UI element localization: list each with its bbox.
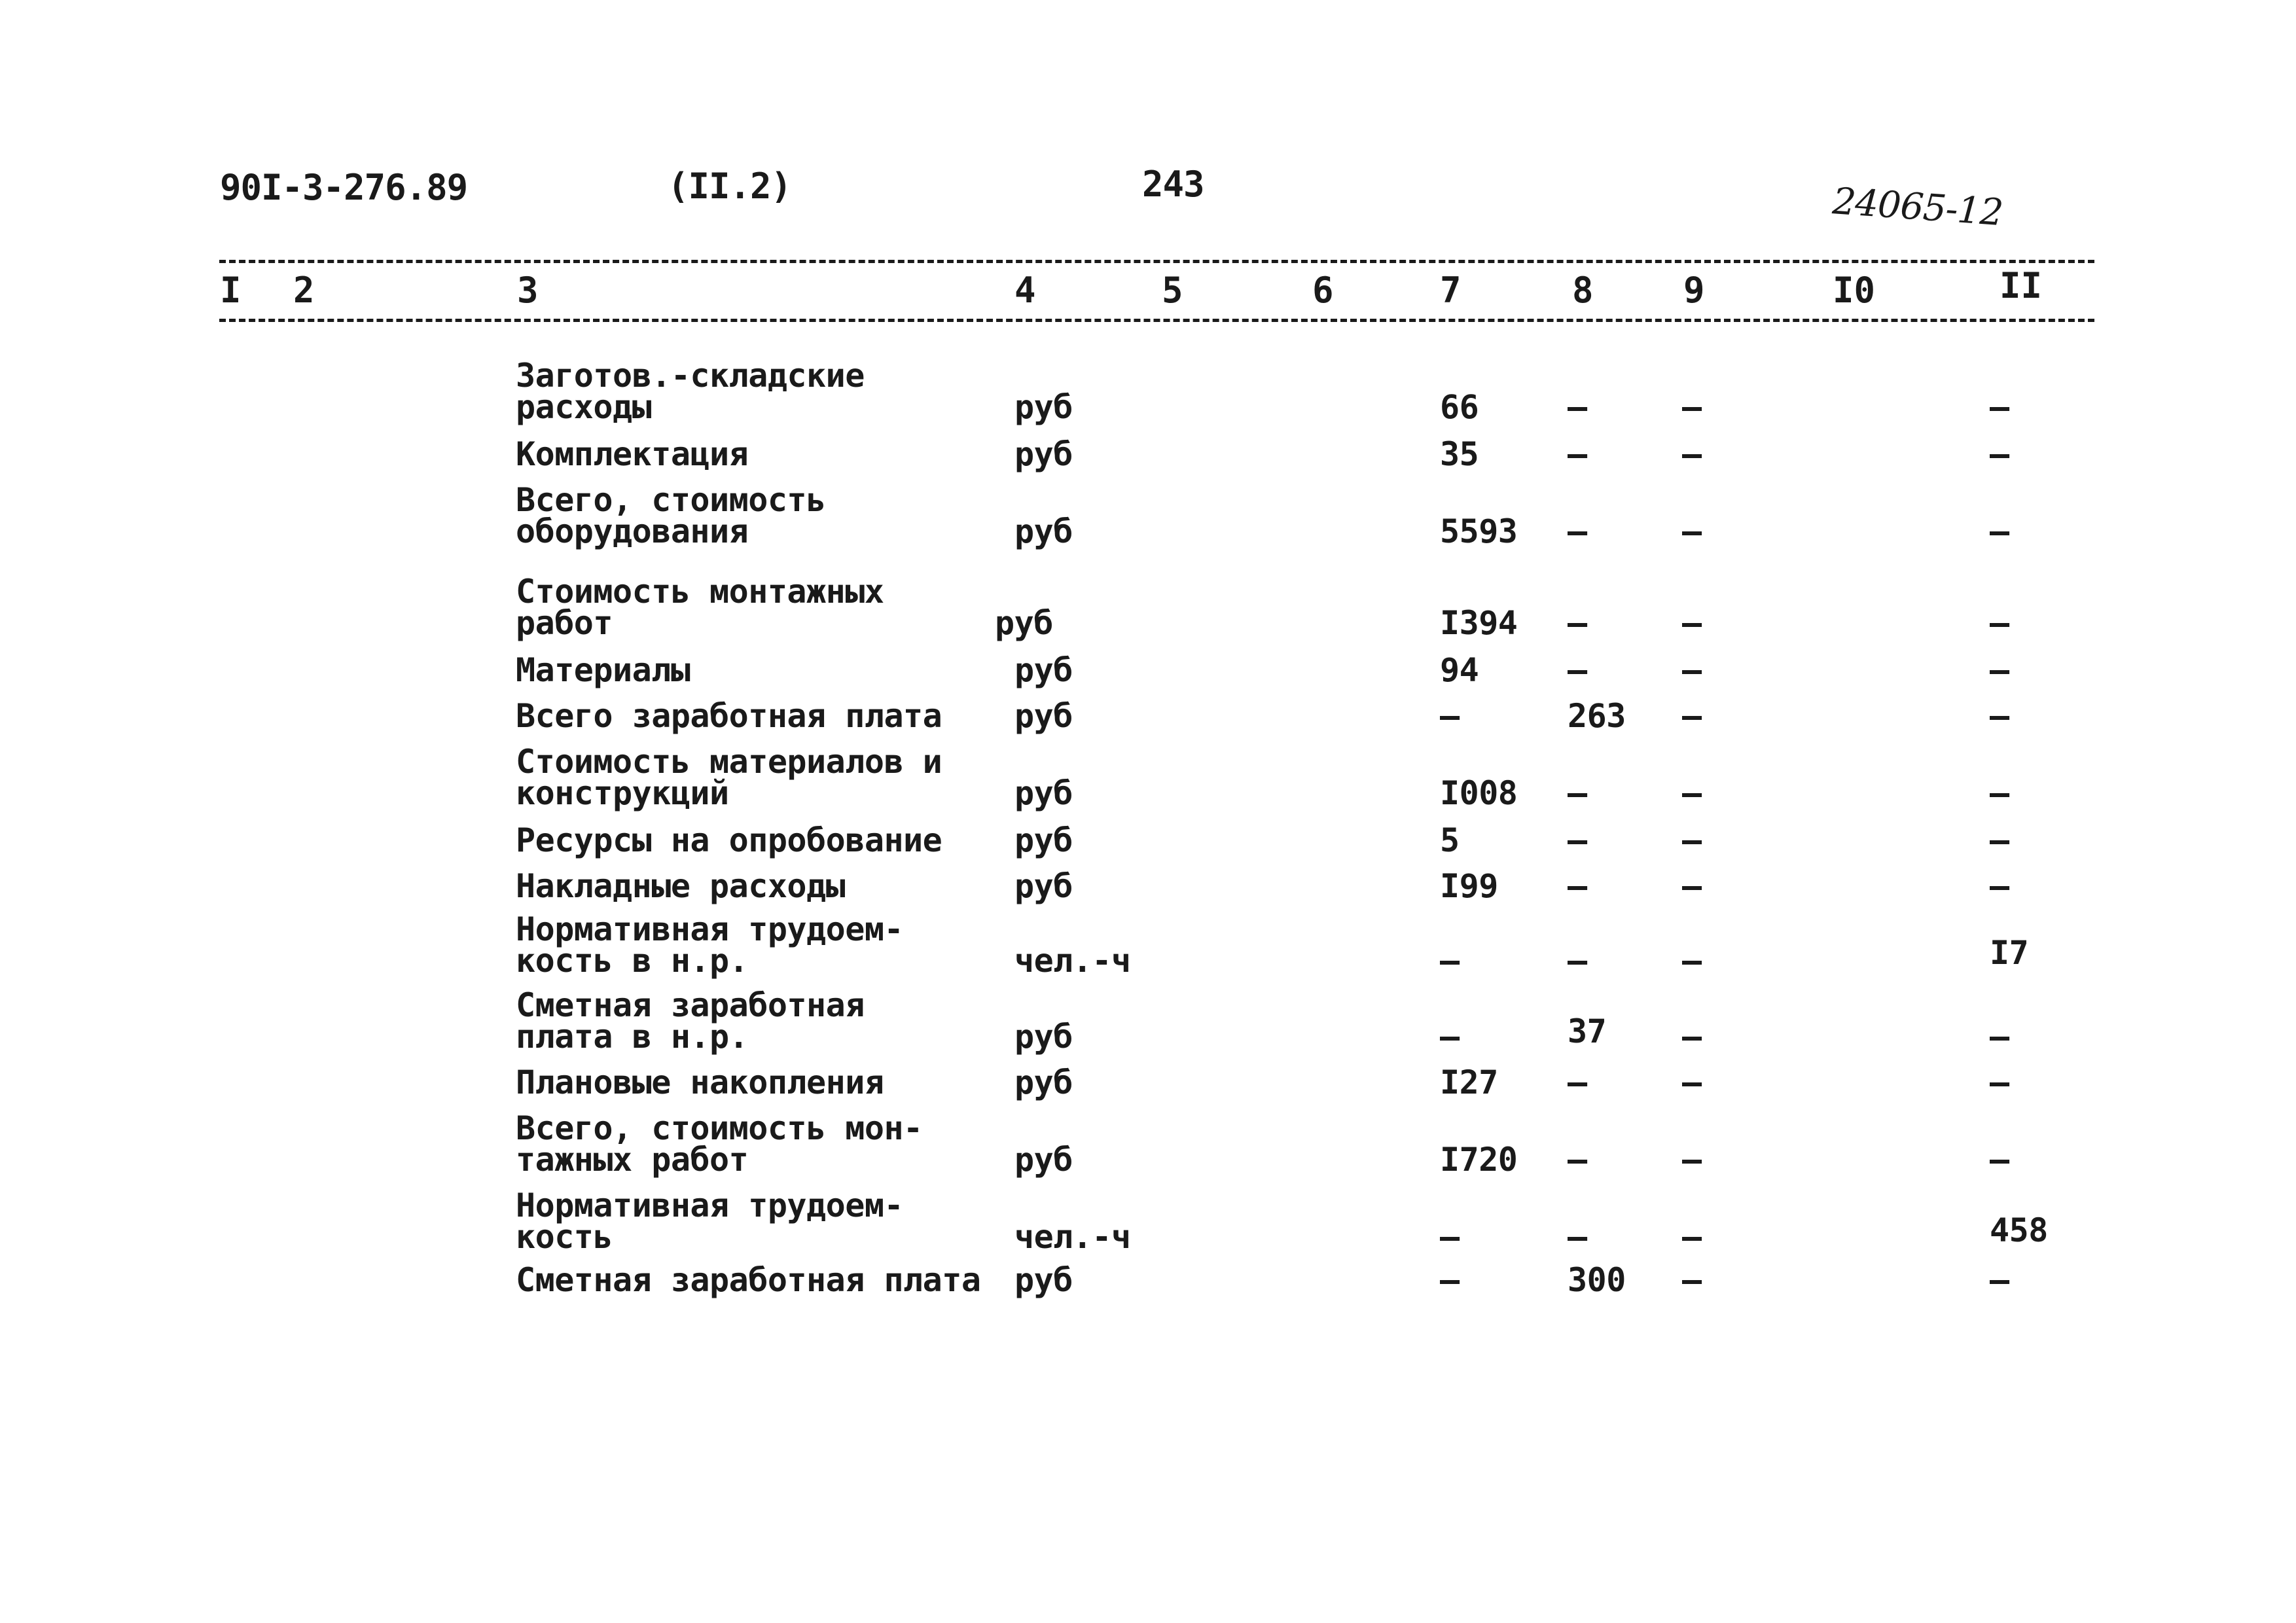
row-value-col8: 300 <box>1568 1261 1626 1299</box>
row-value-col8: – <box>1568 1141 1587 1179</box>
row-label: Комплектация <box>516 435 749 473</box>
row-unit: руб <box>1014 697 1073 735</box>
row-value-col7: I720 <box>1440 1141 1518 1179</box>
row-label: Всего заработная плата <box>516 697 942 735</box>
row-value-col9: – <box>1682 1018 1702 1056</box>
row-value-col9: – <box>1682 867 1702 905</box>
row-label: Всего, стоимость мон- тажных работ <box>516 1109 923 1179</box>
document-code: 90I-3-276.89 <box>220 167 468 208</box>
row-unit: руб <box>1014 821 1073 859</box>
row-unit: руб <box>1014 651 1073 689</box>
row-label: Материалы <box>516 651 691 689</box>
row-value-col8: – <box>1568 388 1587 426</box>
row-label: Нормативная трудоем- кость <box>516 1186 904 1256</box>
row-unit: руб <box>1014 1141 1073 1179</box>
table-row <box>0 983 2296 1056</box>
row-value-col11: – <box>1990 1018 2009 1056</box>
column-header-3: 3 <box>517 270 539 311</box>
row-label: Стоимость материалов и конструкций <box>516 743 942 812</box>
row-value-col7: – <box>1440 1218 1460 1256</box>
column-header-6: 6 <box>1312 270 1334 311</box>
row-label: Плановые накопления <box>516 1063 884 1101</box>
row-unit: чел.-ч <box>1014 1218 1131 1256</box>
row-value-col9: – <box>1682 651 1702 689</box>
table-row <box>0 740 2296 812</box>
row-value-col11: – <box>1990 821 2009 859</box>
table-row <box>0 569 2296 642</box>
row-value-col7: 5593 <box>1440 512 1518 550</box>
row-value-col11: – <box>1990 435 2009 473</box>
row-value-col7: – <box>1440 1018 1460 1056</box>
row-value-col8: – <box>1568 867 1587 905</box>
row-value-col11: I7 <box>1990 934 2029 972</box>
row-value-col11: – <box>1990 512 2009 550</box>
row-value-col11: – <box>1990 1141 2009 1179</box>
column-header-5: 5 <box>1162 270 1183 311</box>
row-label: Ресурсы на опробование <box>516 821 942 859</box>
table-row <box>0 818 2296 859</box>
row-value-col7: I99 <box>1440 867 1498 905</box>
table-row <box>0 694 2296 735</box>
column-header-9: 9 <box>1683 270 1705 311</box>
row-value-col9: – <box>1682 1141 1702 1179</box>
row-unit: руб <box>1014 1018 1073 1056</box>
row-value-col8: 263 <box>1568 697 1626 735</box>
table-row <box>0 907 2296 980</box>
row-label: Накладные расходы <box>516 867 846 905</box>
row-unit: руб <box>1014 1063 1073 1101</box>
row-value-col9: – <box>1682 942 1702 980</box>
row-value-col8: 37 <box>1568 1012 1607 1050</box>
table-row <box>0 478 2296 550</box>
row-unit: руб <box>1014 1261 1073 1299</box>
row-value-col8: – <box>1568 942 1587 980</box>
column-header-11: II <box>2000 265 2043 306</box>
row-value-col9: – <box>1682 1218 1702 1256</box>
table-row <box>0 648 2296 689</box>
section-number: (II.2) <box>668 166 792 207</box>
table-row <box>0 1106 2296 1179</box>
row-value-col7: 5 <box>1440 821 1460 859</box>
table-top-rule <box>219 260 2094 263</box>
row-label: Нормативная трудоем- кость в н.р. <box>516 910 904 980</box>
row-unit: руб <box>1014 867 1073 905</box>
row-value-col7: 66 <box>1440 388 1479 426</box>
row-value-col11: – <box>1990 1261 2009 1299</box>
table-row <box>0 1258 2296 1299</box>
column-header-10: I0 <box>1833 270 1876 311</box>
table-row <box>0 1183 2296 1256</box>
row-label: Всего, стоимость оборудования <box>516 481 826 550</box>
row-unit: чел.-ч <box>1014 942 1131 980</box>
row-value-col7: – <box>1440 942 1460 980</box>
row-value-col11: – <box>1990 697 2009 735</box>
row-label: Стоимость монтажных работ <box>516 573 884 642</box>
table-header-rule <box>219 319 2094 322</box>
row-value-col7: – <box>1440 697 1460 735</box>
row-value-col9: – <box>1682 388 1702 426</box>
row-value-col8: – <box>1568 651 1587 689</box>
row-value-col11: – <box>1990 604 2009 642</box>
row-value-col7: I008 <box>1440 774 1518 812</box>
row-value-col11: – <box>1990 867 2009 905</box>
row-value-col9: – <box>1682 1063 1702 1101</box>
row-value-col7: I27 <box>1440 1063 1498 1101</box>
row-value-col9: – <box>1682 1261 1702 1299</box>
row-value-col11: – <box>1990 774 2009 812</box>
row-value-col11: – <box>1990 651 2009 689</box>
row-value-col8: – <box>1568 435 1587 473</box>
table-row <box>0 1060 2296 1101</box>
row-value-col7: – <box>1440 1261 1460 1299</box>
table-row <box>0 353 2296 426</box>
row-label: Сметная заработная плата в н.р. <box>516 986 865 1056</box>
row-value-col7: 35 <box>1440 435 1479 473</box>
row-value-col8: – <box>1568 821 1587 859</box>
column-header-4: 4 <box>1014 270 1036 311</box>
row-value-col11: 458 <box>1990 1211 2048 1249</box>
row-value-col8: – <box>1568 1063 1587 1101</box>
row-unit: руб <box>1014 774 1073 812</box>
handwritten-note: 24065-12 <box>1831 180 2004 235</box>
row-label: Заготов.-складские расходы <box>516 357 865 426</box>
row-unit: руб <box>995 604 1053 642</box>
row-unit: руб <box>1014 435 1073 473</box>
row-value-col11: – <box>1990 1063 2009 1101</box>
row-value-col8: – <box>1568 604 1587 642</box>
table-row <box>0 864 2296 905</box>
row-value-col9: – <box>1682 435 1702 473</box>
column-header-2: 2 <box>293 270 315 311</box>
row-value-col8: – <box>1568 1218 1587 1256</box>
row-value-col9: – <box>1682 697 1702 735</box>
row-unit: руб <box>1014 512 1073 550</box>
column-header-7: 7 <box>1440 270 1462 311</box>
page-number: 243 <box>1142 164 1204 205</box>
row-value-col9: – <box>1682 512 1702 550</box>
row-value-col9: – <box>1682 774 1702 812</box>
column-header-1: I <box>220 270 242 311</box>
row-label: Сметная заработная плата <box>516 1261 981 1299</box>
row-value-col7: 94 <box>1440 651 1479 689</box>
row-value-col9: – <box>1682 604 1702 642</box>
row-value-col7: I394 <box>1440 604 1518 642</box>
table-row <box>0 432 2296 473</box>
row-value-col8: – <box>1568 512 1587 550</box>
column-header-8: 8 <box>1572 270 1594 311</box>
row-value-col9: – <box>1682 821 1702 859</box>
row-value-col11: – <box>1990 388 2009 426</box>
row-unit: руб <box>1014 388 1073 426</box>
row-value-col8: – <box>1568 774 1587 812</box>
